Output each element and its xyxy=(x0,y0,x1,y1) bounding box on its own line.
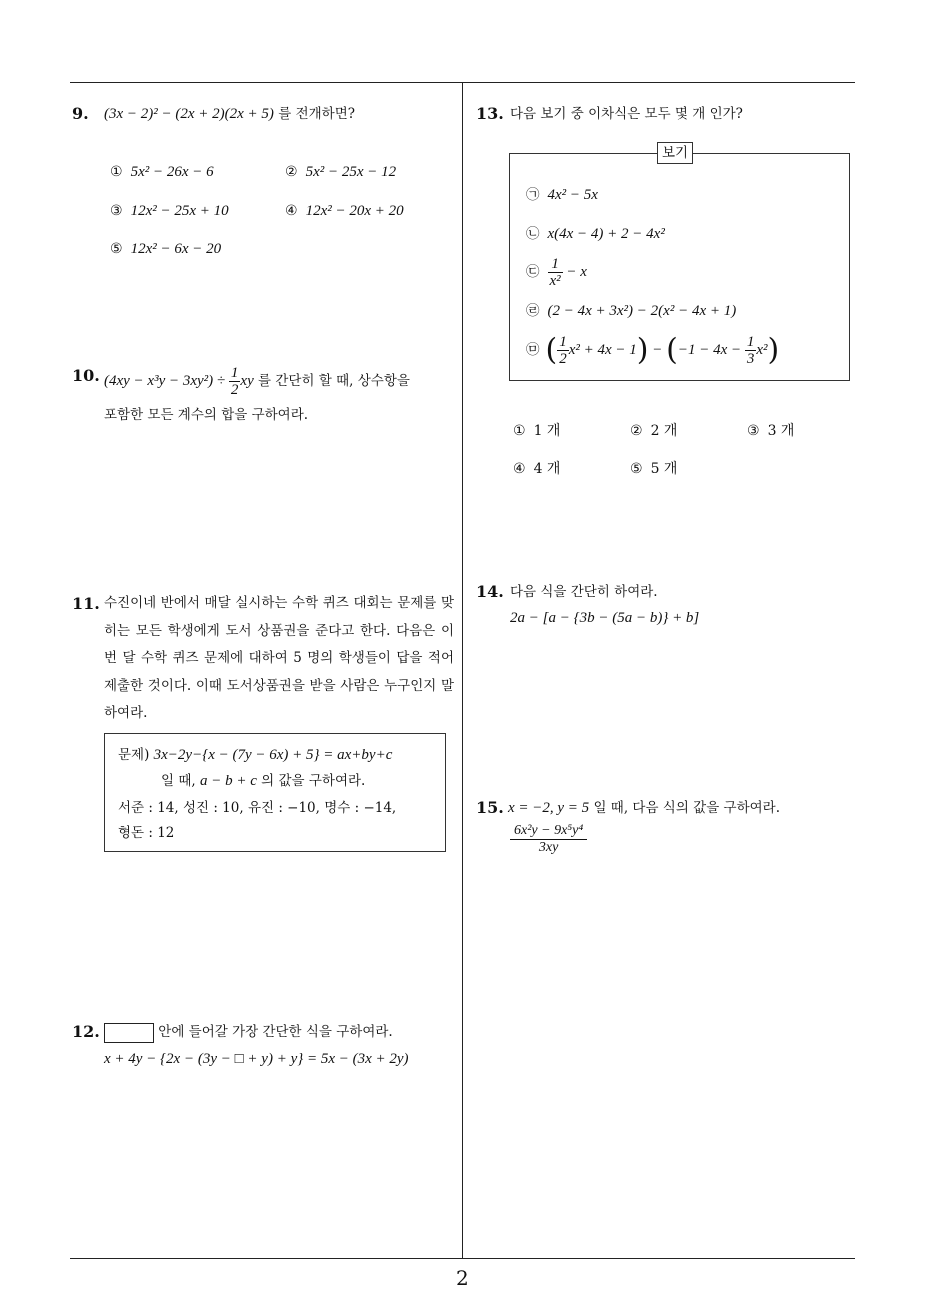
question-10-expression-left: (4xy − x³y − 3xy²) ÷ xyxy=(104,373,229,389)
bogi-item-expression: − x xyxy=(562,264,587,280)
choice-value: 12x² − 6x − 20 xyxy=(130,241,222,257)
choice-value: 2 개 xyxy=(650,423,678,439)
choice-value: 12x² − 25x + 10 xyxy=(130,203,229,219)
bogi-item-expression: (2 − 4x + 3x²) − 2(x² − 4x + 1) xyxy=(547,303,737,319)
bogi-item-5-minus: − xyxy=(648,342,667,358)
question-10-text-1: 를 간단히 할 때, 상수항을 xyxy=(253,373,410,389)
q11-box-line-2 xyxy=(161,768,365,794)
fraction-denominator: 2 xyxy=(559,351,567,367)
column-divider xyxy=(462,82,463,1258)
fraction-numerator: 1 xyxy=(746,334,755,350)
bogi-item-5-fraction-a xyxy=(557,334,569,367)
choice-number: ④ xyxy=(513,461,526,477)
question-10-text-2: 포함한 모든 계수의 합을 구하여라. xyxy=(104,407,309,423)
question-15-text: 일 때, 다음 식의 값을 구하여라. xyxy=(589,800,781,816)
answer-blank-box xyxy=(104,1023,154,1043)
paren-open: ( xyxy=(545,332,558,368)
q9-choice-2[interactable] xyxy=(285,164,396,181)
bogi-item-3 xyxy=(526,254,587,290)
question-14-text: 다음 식을 간단히 하여라. xyxy=(510,584,658,600)
bogi-item-5-fraction-b xyxy=(745,334,757,367)
q9-choice-5[interactable] xyxy=(110,241,221,258)
choice-value: 3 개 xyxy=(767,423,795,439)
bogi-item-2 xyxy=(526,221,665,247)
bogi-item-marker: ㉠ xyxy=(526,187,540,203)
choice-value: 5 개 xyxy=(650,461,678,477)
q9-choice-3[interactable] xyxy=(110,203,229,220)
bogi-item-expression: 4x² − 5x xyxy=(547,187,598,203)
fraction-denominator: 3xy xyxy=(538,840,559,855)
q13-choice-3[interactable] xyxy=(747,420,794,440)
bogi-item-1 xyxy=(526,182,598,208)
choice-value: 4 개 xyxy=(533,461,561,477)
question-15-condition: x = −2, y = 5 xyxy=(508,800,590,816)
question-10-prompt xyxy=(104,364,410,398)
bogi-item-4 xyxy=(526,298,736,324)
question-12-number: 12. xyxy=(72,1022,100,1041)
q11-box-expression: 3x−2y−{x − (7y − 6x) + 5} = ax+by+c xyxy=(153,747,393,763)
question-13-number: 13. xyxy=(476,104,504,123)
paren-close: ) xyxy=(767,332,780,368)
question-15-number: 15. xyxy=(476,798,504,817)
paren-close: ) xyxy=(636,332,649,368)
question-10-number: 10. xyxy=(72,366,100,385)
question-11-number: 11. xyxy=(72,594,100,613)
bogi-item-5-part-b: x² xyxy=(756,342,768,358)
question-12-expression: x + 4y − {2x − (3y − □ + y) + y} = 5x − (3x + 2y) xyxy=(104,1051,409,1067)
bogi-item-5-part-b-pre: −1 − 4x − xyxy=(677,342,745,358)
fraction-denominator: 3 xyxy=(746,351,755,367)
bogi-item-marker: ㉣ xyxy=(526,303,540,319)
bottom-rule xyxy=(70,1258,855,1259)
question-9-text: 를 전개하면? xyxy=(278,106,355,122)
choice-number: ① xyxy=(513,423,526,439)
choice-value: 12x² − 20x + 20 xyxy=(305,203,404,219)
choice-number: ② xyxy=(630,423,643,439)
choice-value: 5x² − 26x − 6 xyxy=(130,164,214,180)
bogi-item-marker: ㉢ xyxy=(526,264,540,280)
bogi-item-expression: x(4x − 4) + 2 − 4x² xyxy=(547,226,665,242)
q11-box-line-3: 서준 : 14, 성진 : 10, 유진 : −10, 명수 : −14, xyxy=(118,800,397,816)
q13-choice-5[interactable] xyxy=(630,458,677,478)
q11-box-line-1 xyxy=(118,742,392,768)
choice-number: ① xyxy=(110,164,123,180)
choice-number: ③ xyxy=(110,203,123,219)
q9-choice-4[interactable] xyxy=(285,203,404,220)
bogi-item-5 xyxy=(526,330,779,371)
q9-choice-1[interactable] xyxy=(110,164,214,181)
q11-box-line-2-expr: a − b + c xyxy=(199,773,257,789)
question-15-fraction xyxy=(510,823,587,856)
question-14-expression: 2a − [a − {3b − (5a − b)} + b] xyxy=(510,610,700,626)
question-12-prompt xyxy=(104,1019,393,1045)
question-15-prompt xyxy=(508,795,780,821)
question-12-text: 안에 들어갈 가장 간단한 식을 구하여라. xyxy=(154,1024,393,1040)
paren-open: ( xyxy=(666,332,678,368)
bogi-label: 보기 xyxy=(657,142,693,164)
fraction-numerator: 1 xyxy=(559,334,567,350)
fraction-numerator: 1 xyxy=(230,365,239,381)
question-11-text: 수진이네 반에서 매달 실시하는 수학 퀴즈 대회는 문제를 맞히는 모든 학생에게 도서 상품권을 준다고 한다. 다음은 이번 달 수학 퀴즈 문제에 대하여 5 명의 학생들이 답을 적어 제출한 것이다. 이때 도서상품권을 받을 사람은 누구인지 말하여라. xyxy=(104,595,454,721)
question-9-number: 9. xyxy=(72,104,89,123)
choice-number: ⑤ xyxy=(110,241,123,257)
fraction-denominator: x² xyxy=(549,273,561,289)
q13-choice-2[interactable] xyxy=(630,420,677,440)
question-14-number: 14. xyxy=(476,582,504,601)
choice-number: ⑤ xyxy=(630,461,643,477)
bogi-item-5-part-a: x² + 4x − 1 xyxy=(568,342,637,358)
choice-number: ④ xyxy=(285,203,298,219)
question-10-fraction xyxy=(229,365,241,398)
q13-choice-1[interactable] xyxy=(513,420,560,440)
choice-number: ② xyxy=(285,164,298,180)
bogi-item-3-fraction xyxy=(548,256,563,289)
question-9-prompt xyxy=(104,101,355,127)
question-10-expression-right: xy xyxy=(240,373,254,389)
question-15-fraction-body xyxy=(510,823,587,856)
q11-box-line-2-pre: 일 때, xyxy=(161,773,200,789)
question-11-problem-box xyxy=(104,733,446,852)
bogi-item-marker: ㉡ xyxy=(526,226,540,242)
q13-choice-4[interactable] xyxy=(513,458,560,478)
page-number: 2 xyxy=(456,1266,469,1290)
bogi-item-marker: ㉤ xyxy=(526,342,540,358)
question-9-expression: (3x − 2)² − (2x + 2)(2x + 5) xyxy=(104,106,274,122)
fraction-denominator: 2 xyxy=(230,382,239,398)
q11-box-line-2-post: 의 값을 구하여라. xyxy=(256,773,366,789)
q11-box-line-4: 형돈 : 12 xyxy=(118,825,175,841)
choice-number: ③ xyxy=(747,423,760,439)
q11-box-label: 문제) xyxy=(118,747,154,763)
fraction-numerator: 6x²y − 9x⁵y⁴ xyxy=(510,823,587,840)
choice-value: 1 개 xyxy=(533,423,561,439)
choice-value: 5x² − 25x − 12 xyxy=(305,164,397,180)
question-13-text: 다음 보기 중 이차식은 모두 몇 개 인가? xyxy=(510,106,743,122)
fraction-numerator: 1 xyxy=(548,256,563,273)
